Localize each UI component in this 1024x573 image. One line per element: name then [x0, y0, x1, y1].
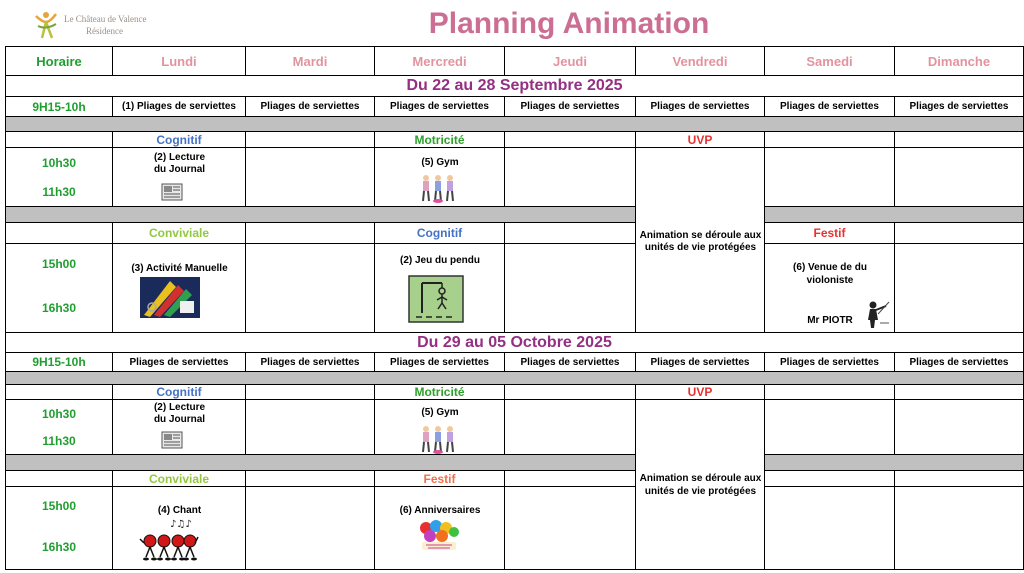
grid-cell: [505, 385, 636, 400]
grid-cell: [246, 223, 375, 244]
week1-lundi-pm-activity: (3) Activité Manuelle: [131, 263, 228, 274]
grid-cell: [895, 385, 1024, 400]
grid-cell: [5, 223, 113, 244]
grid-cell: [246, 385, 375, 400]
week2-separator: [5, 455, 636, 471]
grid-cell: [895, 244, 1024, 333]
week1-separator: [5, 117, 1024, 132]
week2-mercredi-am-activity: (5) Gym: [421, 407, 459, 418]
week2-morning-activity: Pliages de serviettes: [375, 353, 505, 372]
column-header-vendredi: Vendredi: [636, 46, 765, 76]
week1-lundi-am-activity: (2) Lecture du Journal: [153, 152, 206, 175]
week1-mercredi-pm-activity: (2) Jeu du pendu: [400, 255, 480, 266]
grid-cell: [246, 244, 375, 333]
week1-morning-activity: Pliages de serviettes: [505, 97, 636, 117]
week1-mercredi-am-category: Motricité: [375, 132, 505, 148]
newspaper-icon: [160, 429, 184, 451]
grid-cell: [5, 471, 113, 487]
grid-cell: [246, 487, 375, 570]
week1-am-time-end: 11h30: [5, 178, 113, 207]
column-header-dimanche: Dimanche: [895, 46, 1024, 76]
week2-lundi-am-activity: (2) Lecture du Journal: [153, 402, 206, 425]
week1-lundi-am-category: Cognitif: [113, 132, 246, 148]
week2-morning-activity: Pliages de serviettes: [636, 353, 765, 372]
week1-vendredi-note: Animation se déroule aux unités de vie protégées: [639, 230, 762, 253]
week1-morning-activity: Pliages de serviettes: [636, 97, 765, 117]
week1-mercredi-pm-category: Cognitif: [375, 223, 505, 244]
grid-cell: [895, 471, 1024, 487]
week2-separator: [765, 455, 1024, 471]
week1-vendredi-category: UVP: [636, 132, 765, 148]
week2-am-time-end: 11h30: [5, 428, 113, 455]
week2-vendredi-note: Animation se déroule aux unités de vie protégées: [639, 473, 762, 497]
grid-cell: [765, 400, 895, 455]
week1-pm-time-start: 15h00: [5, 244, 113, 284]
week1-morning-activity: (1) Pliages de serviettes: [113, 97, 246, 117]
grid-cell: [505, 132, 636, 148]
column-header-samedi: Samedi: [765, 46, 895, 76]
grid-cell: [765, 385, 895, 400]
grid-cell: [505, 244, 636, 333]
week1-separator: [5, 207, 636, 223]
week1-morning-time: 9H15-10h: [5, 97, 113, 117]
week2-morning-time: 9H15-10h: [5, 353, 113, 372]
balloons-icon: [418, 520, 460, 552]
week2-mercredi-pm-category: Festif: [375, 471, 505, 487]
week1-title: Du 22 au 28 Septembre 2025: [5, 76, 1024, 97]
column-header-mardi: Mardi: [246, 46, 375, 76]
grid-cell: [765, 471, 895, 487]
week2-mercredi-am-category: Motricité: [375, 385, 505, 400]
svg-text:♪♫♪: ♪♫♪: [170, 519, 192, 530]
week2-lundi-pm-category: Conviviale: [113, 471, 246, 487]
grid-cell: [5, 385, 113, 400]
gym-icon: [418, 172, 458, 204]
column-header-horaire: Horaire: [5, 46, 113, 76]
grid-cell: [246, 471, 375, 487]
grid-cell: [895, 223, 1024, 244]
week2-lundi-pm-activity: (4) Chant: [157, 505, 202, 516]
grid-cell: [505, 400, 636, 455]
grid-cell: [765, 132, 895, 148]
grid-cell: [895, 148, 1024, 207]
craft-supplies-icon: [140, 277, 200, 318]
week2-morning-activity: Pliages de serviettes: [505, 353, 636, 372]
column-header-jeudi: Jeudi: [505, 46, 636, 76]
grid-cell: [246, 132, 375, 148]
violinist-icon: [864, 300, 890, 330]
grid-cell: [895, 400, 1024, 455]
week2-morning-activity: Pliages de serviettes: [113, 353, 246, 372]
week2-separator: [5, 372, 1024, 385]
grid-cell: [505, 487, 636, 570]
column-header-mercredi: Mercredi: [375, 46, 505, 76]
week2-lundi-am-category: Cognitif: [113, 385, 246, 400]
grid-cell: [505, 148, 636, 207]
grid-cell: [765, 487, 895, 570]
grid-cell: [246, 400, 375, 455]
logo-subtitle: Résidence: [86, 26, 123, 36]
week2-title: Du 29 au 05 Octobre 2025: [5, 333, 1024, 353]
week1-samedi-pm-name: Mr PIOTR: [807, 315, 853, 326]
week1-lundi-pm-category: Conviviale: [113, 223, 246, 244]
logo-name: Le Château de Valence: [64, 14, 147, 24]
week2-pm-time-end: 16h30: [5, 524, 113, 570]
page-title: Planning Animation: [428, 7, 710, 40]
grid-cell: [895, 487, 1024, 570]
week1-am-time-start: 10h30: [5, 148, 113, 178]
week2-mercredi-pm-activity: (6) Anniversaires: [399, 505, 481, 516]
newspaper-icon: [160, 181, 184, 203]
week1-mercredi-am-activity: (5) Gym: [421, 157, 459, 168]
week1-pm-time-end: 16h30: [5, 284, 113, 333]
week1-samedi-pm-category: Festif: [765, 223, 895, 244]
week1-separator: [765, 207, 1024, 223]
column-header-lundi: Lundi: [113, 46, 246, 76]
grid-cell: [246, 148, 375, 207]
grid-cell: [5, 132, 113, 148]
week2-am-time-start: 10h30: [5, 400, 113, 428]
week2-morning-activity: Pliages de serviettes: [246, 353, 375, 372]
gym-icon: [418, 423, 458, 455]
grid-cell: [765, 148, 895, 207]
week2-morning-activity: Pliages de serviettes: [765, 353, 895, 372]
grid-cell: [505, 471, 636, 487]
week2-vendredi-category: UVP: [636, 385, 765, 400]
week1-morning-activity: Pliages de serviettes: [895, 97, 1024, 117]
week2-morning-activity: Pliages de serviettes: [895, 353, 1024, 372]
hangman-icon: [408, 275, 464, 323]
grid-cell: [505, 223, 636, 244]
week1-samedi-pm-activity: (6) Venue de du violoniste: [793, 262, 867, 286]
week1-morning-activity: Pliages de serviettes: [246, 97, 375, 117]
week1-morning-activity: Pliages de serviettes: [375, 97, 505, 117]
singers-icon: [138, 517, 200, 569]
week1-morning-activity: Pliages de serviettes: [765, 97, 895, 117]
week2-pm-time-start: 15h00: [5, 487, 113, 524]
grid-cell: [895, 132, 1024, 148]
